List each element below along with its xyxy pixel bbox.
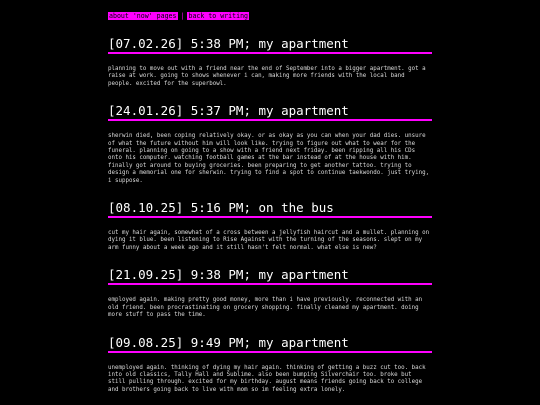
entry-body: sherwin died, been coping relatively okay. or as okay as you can when your dad dies. unsure of what the future without him will look like. trying to figure out what to wear for the funeral. planning on going to a show with a friend next friday. been ripping all his CDs onto his computer. watching football games at the bar instead of at the house with him. finally got around to buying groceries. been preparing to get another tattoo. trying to design a memorial one for sherwin. trying to find a spot to continue taekwondo. just trying, i suppose. — [108, 133, 430, 184]
entry-heading: [08.10.25] 5:16 PM; on the bus — [108, 201, 432, 218]
entry-body: employed again. making pretty good money, more than i have previously. reconnected with an old friend. been procrastinating on grocery shopping. finally cleaned my apartment. doing more stuff to pass the time. — [108, 297, 423, 319]
entry-heading: [07.02.26] 5:38 PM; my apartment — [108, 37, 432, 54]
entry-body: unemployed again. thinking of dying my hair again. thinking of getting a buzz cut too. back into old classics, Tally Hall and Sublime. also been bumping Silverchair too. broke but still pulling through. excited for my birthday. august means friends going back to college and brothers going back to live with mom so im feeling extra lonely. — [108, 364, 426, 393]
back-to-writing-link[interactable]: back to writing — [188, 12, 249, 20]
entry-body: cut my hair again, somewhat of a cross between a jellyfish haircut and a mullet. planning on dying it blue. been listening to Rise Against with the turning of the seasons. slept on my arm funny about a week ago and it still hasn't felt normal. what else is new? — [108, 230, 430, 251]
nav-separator: | — [180, 12, 185, 20]
entry-5 — [108, 336, 432, 395]
entry-1 — [108, 37, 432, 88]
entry-heading: [24.01.26] 5:37 PM; my apartment — [108, 104, 432, 121]
entry-body: planning to move out with a friend near the end of September into a bigger apartment. got a raise at work. going to shows whenever i can, making more friends with the local band people. excited for the superbowl. — [108, 66, 426, 87]
top-nav — [108, 12, 432, 21]
content-column — [108, 12, 432, 394]
about-now-pages-link[interactable]: about 'now' pages — [109, 12, 177, 20]
entry-2 — [108, 104, 432, 185]
entry-heading: [21.09.25] 9:38 PM; my apartment — [108, 268, 432, 285]
entry-4 — [108, 268, 432, 319]
entry-3 — [108, 201, 432, 252]
entry-heading: [09.08.25] 9:49 PM; my apartment — [108, 336, 432, 353]
